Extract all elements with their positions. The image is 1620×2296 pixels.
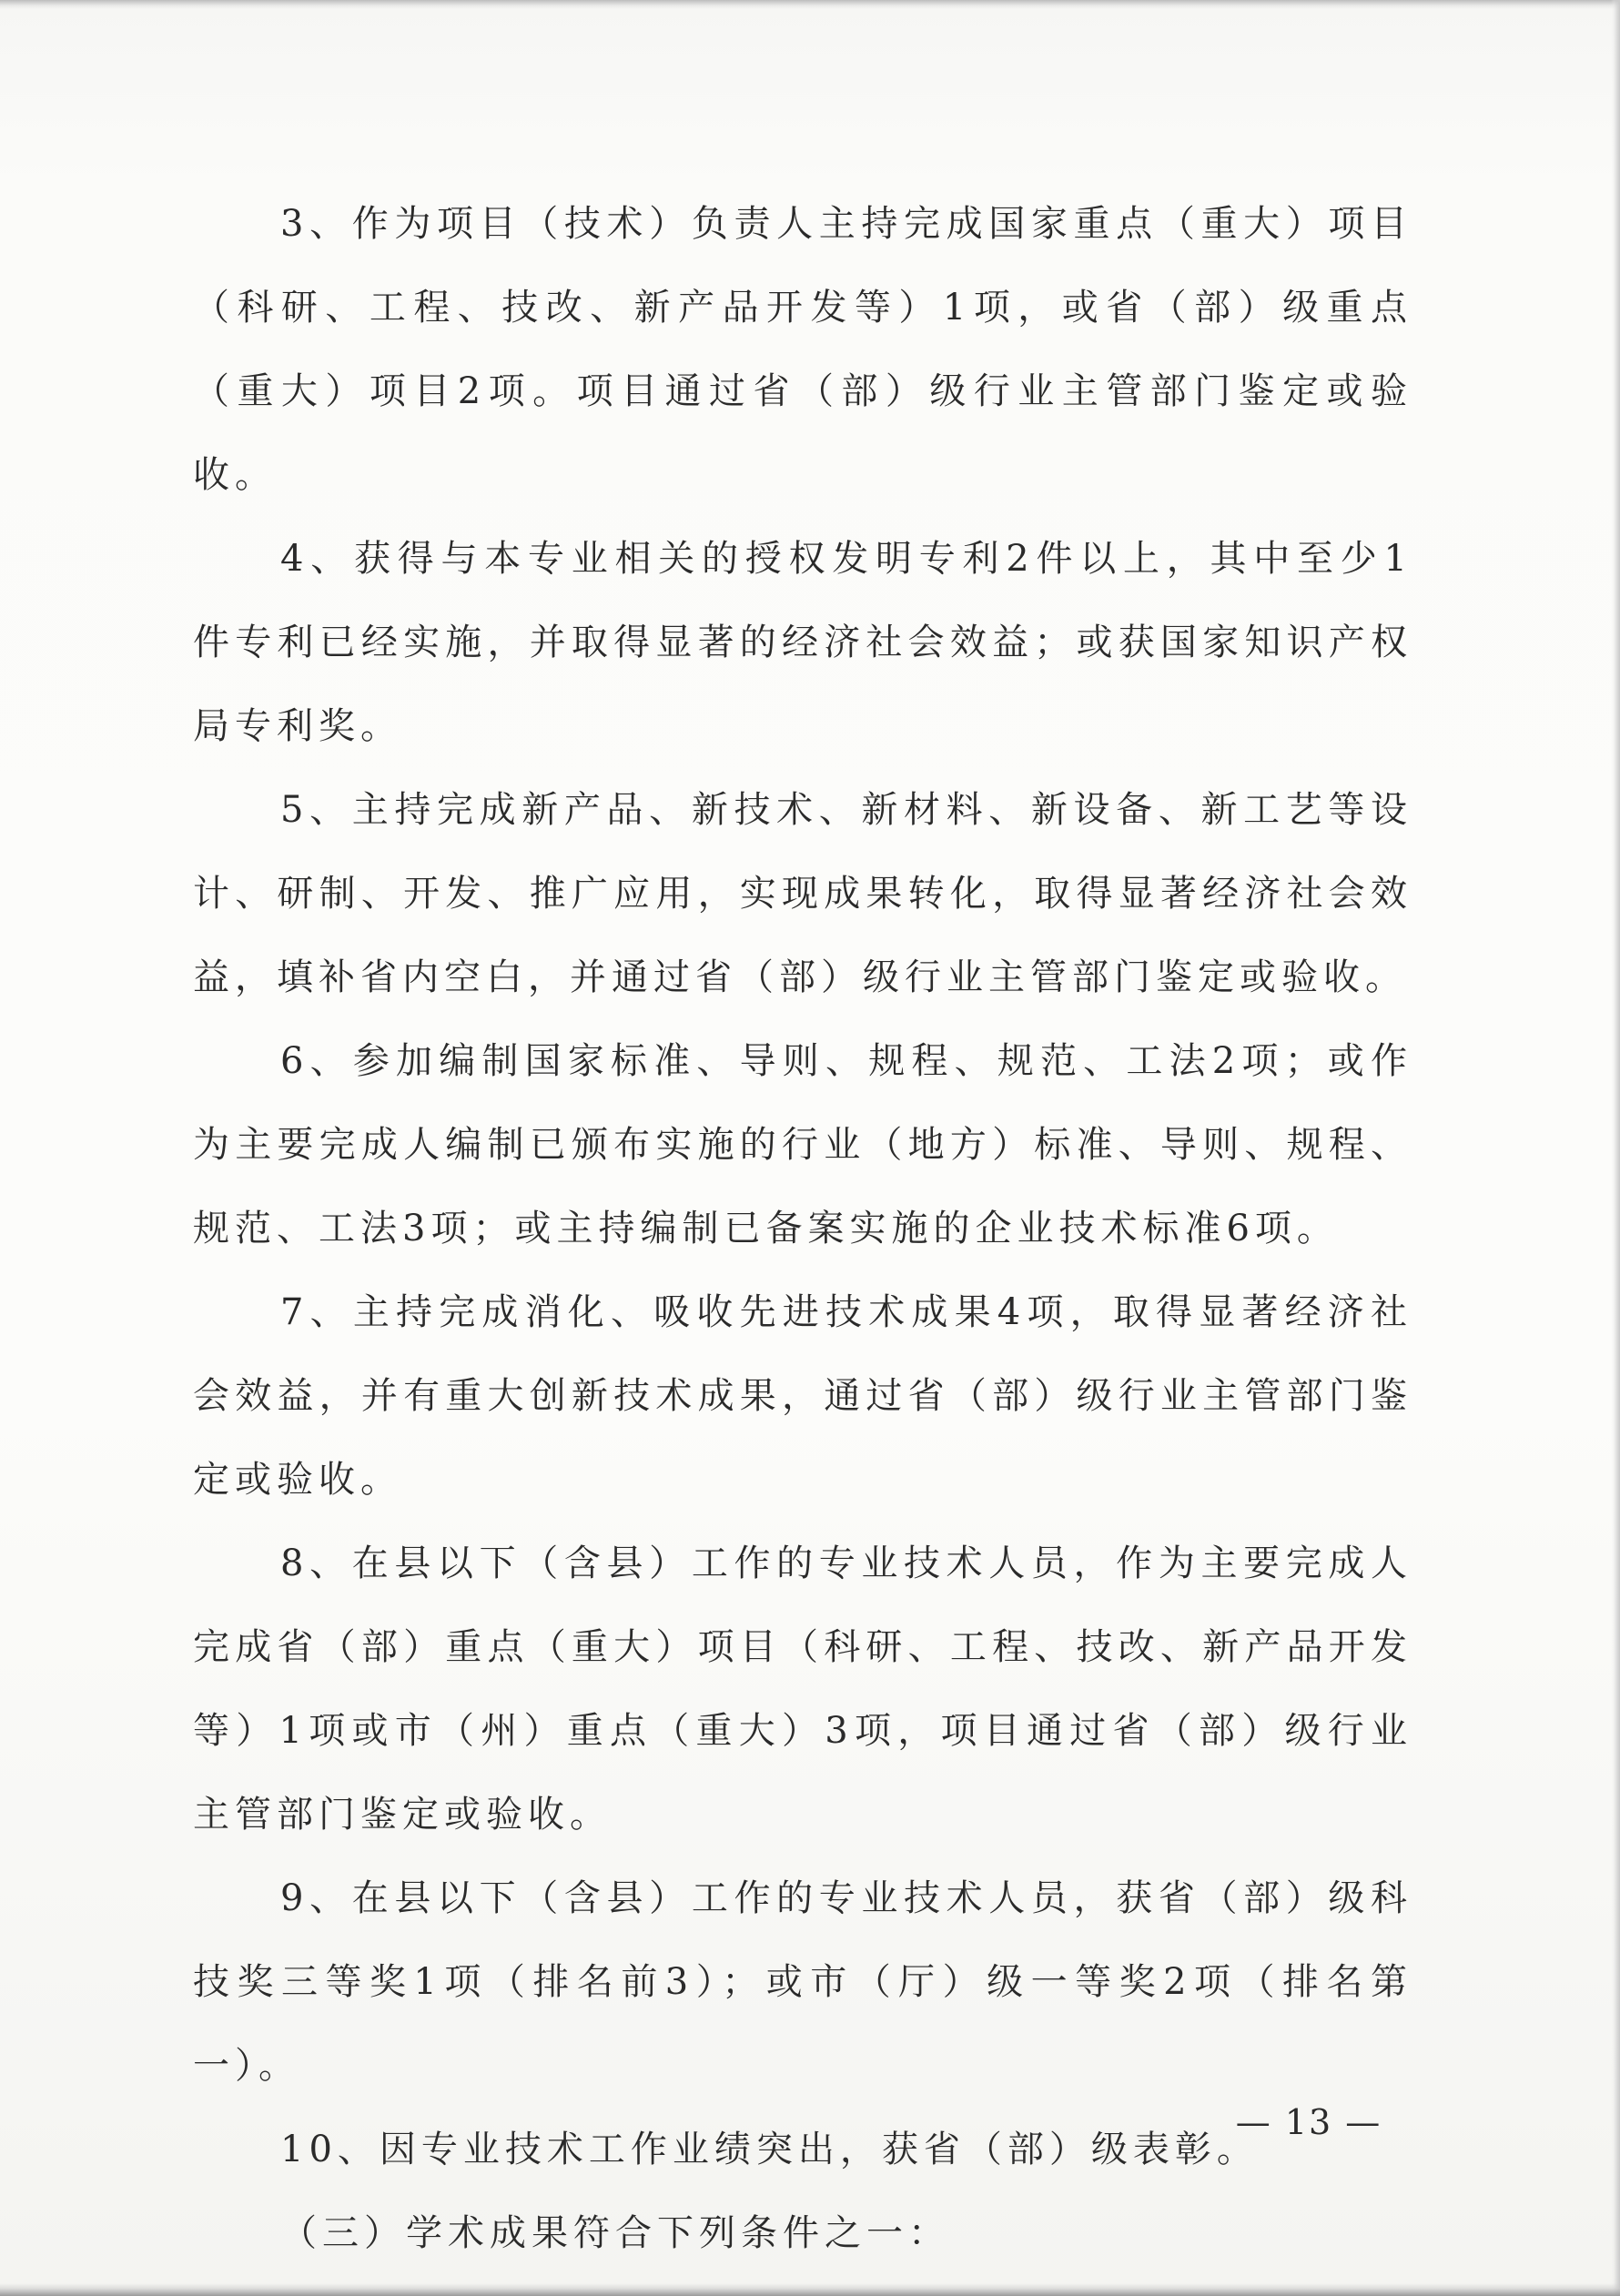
scan-right-edge (1611, 0, 1620, 2296)
scan-top-edge (0, 0, 1620, 9)
page-number: — 13 — (1235, 2102, 1382, 2142)
paragraph-item-9: 9、在县以下（含县）工作的专业技术人员，获省（部）级科技奖三等奖1项（排名前3）；或市（厅）级一等奖2项（排名第一）。 (193, 1877, 1412, 2087)
paragraph-item-3: 3、作为项目（技术）负责人主持完成国家重点（重大）项目（科研、工程、技改、新产品开发等）1项，或省（部）级重点（重大）项目2项。项目通过省（部）级行业主管部门鉴定或验收。 (193, 203, 1412, 496)
scan-bottom-edge (0, 2283, 1620, 2296)
document-body (193, 182, 1412, 2275)
paragraph-item-10: 10、因专业技术工作业绩突出，获省（部）级表彰。 (280, 2129, 1259, 2170)
paragraph-item-5: 5、主持完成新产品、新技术、新材料、新设备、新工艺等设计、研制、开发、推广应用，实现成果转化，取得显著经济社会效益，填补省内空白，并通过省（部）级行业主管部门鉴定或验收。 (193, 789, 1412, 998)
paragraph-item-4: 4、获得与本专业相关的授权发明专利2件以上，其中至少1件专利已经实施，并取得显著的经济社会效益；或获国家知识产权局专利奖。 (193, 538, 1412, 747)
paragraph-item-7: 7、主持完成消化、吸收先进技术成果4项，取得显著经济社会效益，并有重大创新技术成果，通过省（部）级行业主管部门鉴定或验收。 (193, 1291, 1412, 1501)
section-heading-academic-results: （三）学术成果符合下列条件之一： (280, 2212, 950, 2254)
paragraph-item-6: 6、参加编制国家标准、导则、规程、规范、工法2项；或作为主要完成人编制已颁布实施的行业（地方）标准、导则、规程、规范、工法3项；或主持编制已备案实施的企业技术标准6项。 (193, 1040, 1412, 1249)
paragraph-item-8: 8、在县以下（含县）工作的专业技术人员，作为主要完成人完成省（部）重点（重大）项目（科研、工程、技改、新产品开发等）1项或市（州）重点（重大）3项，项目通过省（部）级行业主管部门鉴定或验收。 (193, 1542, 1412, 1836)
